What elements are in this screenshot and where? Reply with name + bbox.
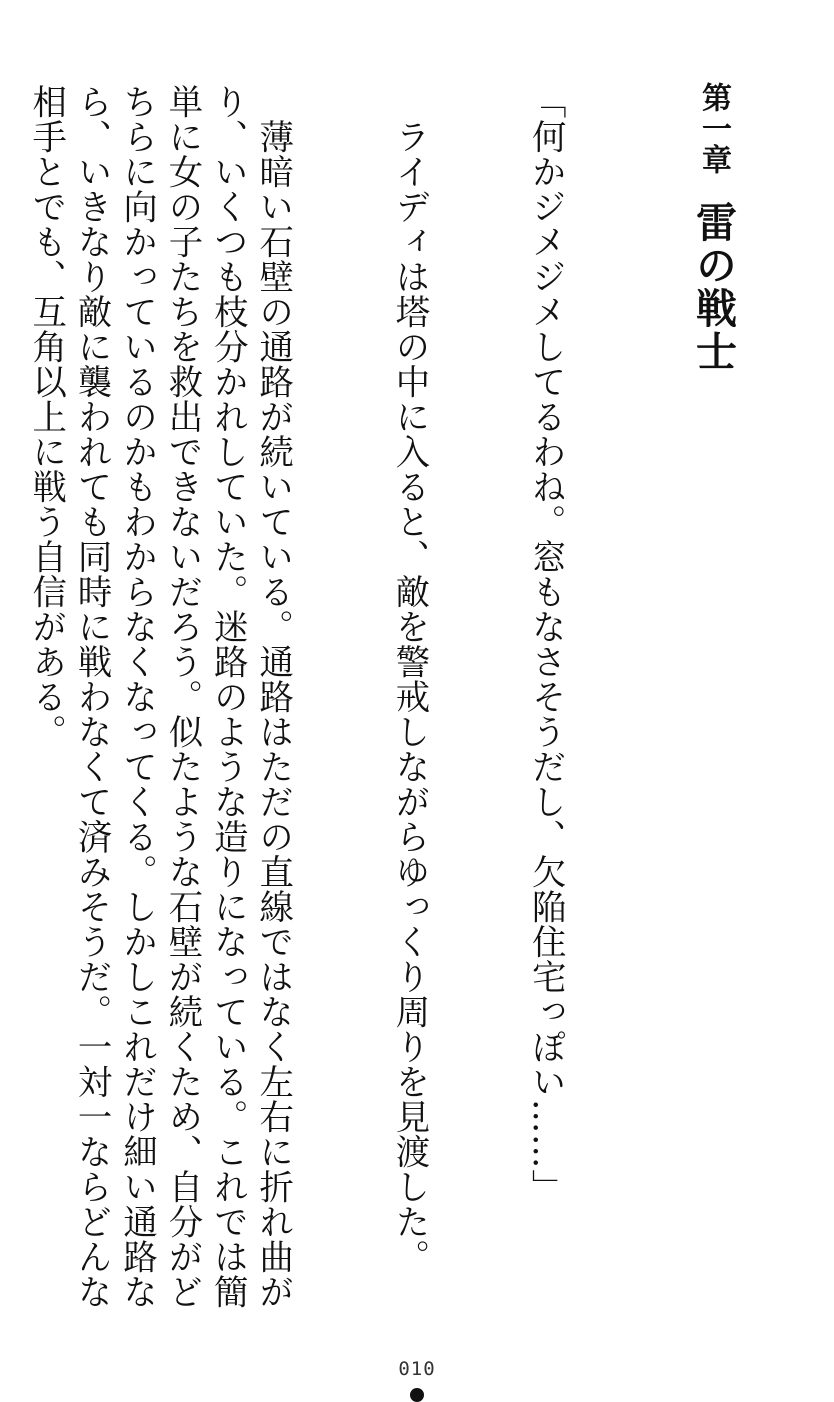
chapter-number: 第一章	[696, 82, 731, 175]
page-number: 010	[398, 1358, 436, 1380]
paragraph: 「何かジメジメしてるわね。窓もなさそうだし、欠陥住宅っぽい……」	[525, 84, 566, 1204]
paragraph: 薄暗い石壁の通路が続いている。通路はただの直線ではなく左右に折れ曲がり、いくつも枝分かれしていた。迷路のような造りになっている。これでは簡単に女の子たちを救出できないだろう。似たような石壁が続くため、自分がどちらに向かっているのかもわからなくなってくる。しかしこれだけ細い通路なら、いきなり敵に襲われても同時に戦わなくて済みそうだ。一対一ならどんな相手とでも、互角以上に戦う自信がある。	[25, 84, 293, 1309]
paragraph: ライディは塔の中に入ると、敵を警戒しながらゆっくり周りを見渡した。	[388, 84, 429, 1274]
chapter-title: 雷の戦士	[689, 201, 737, 373]
body-text	[0, 84, 658, 1314]
chapter-heading	[688, 82, 738, 373]
